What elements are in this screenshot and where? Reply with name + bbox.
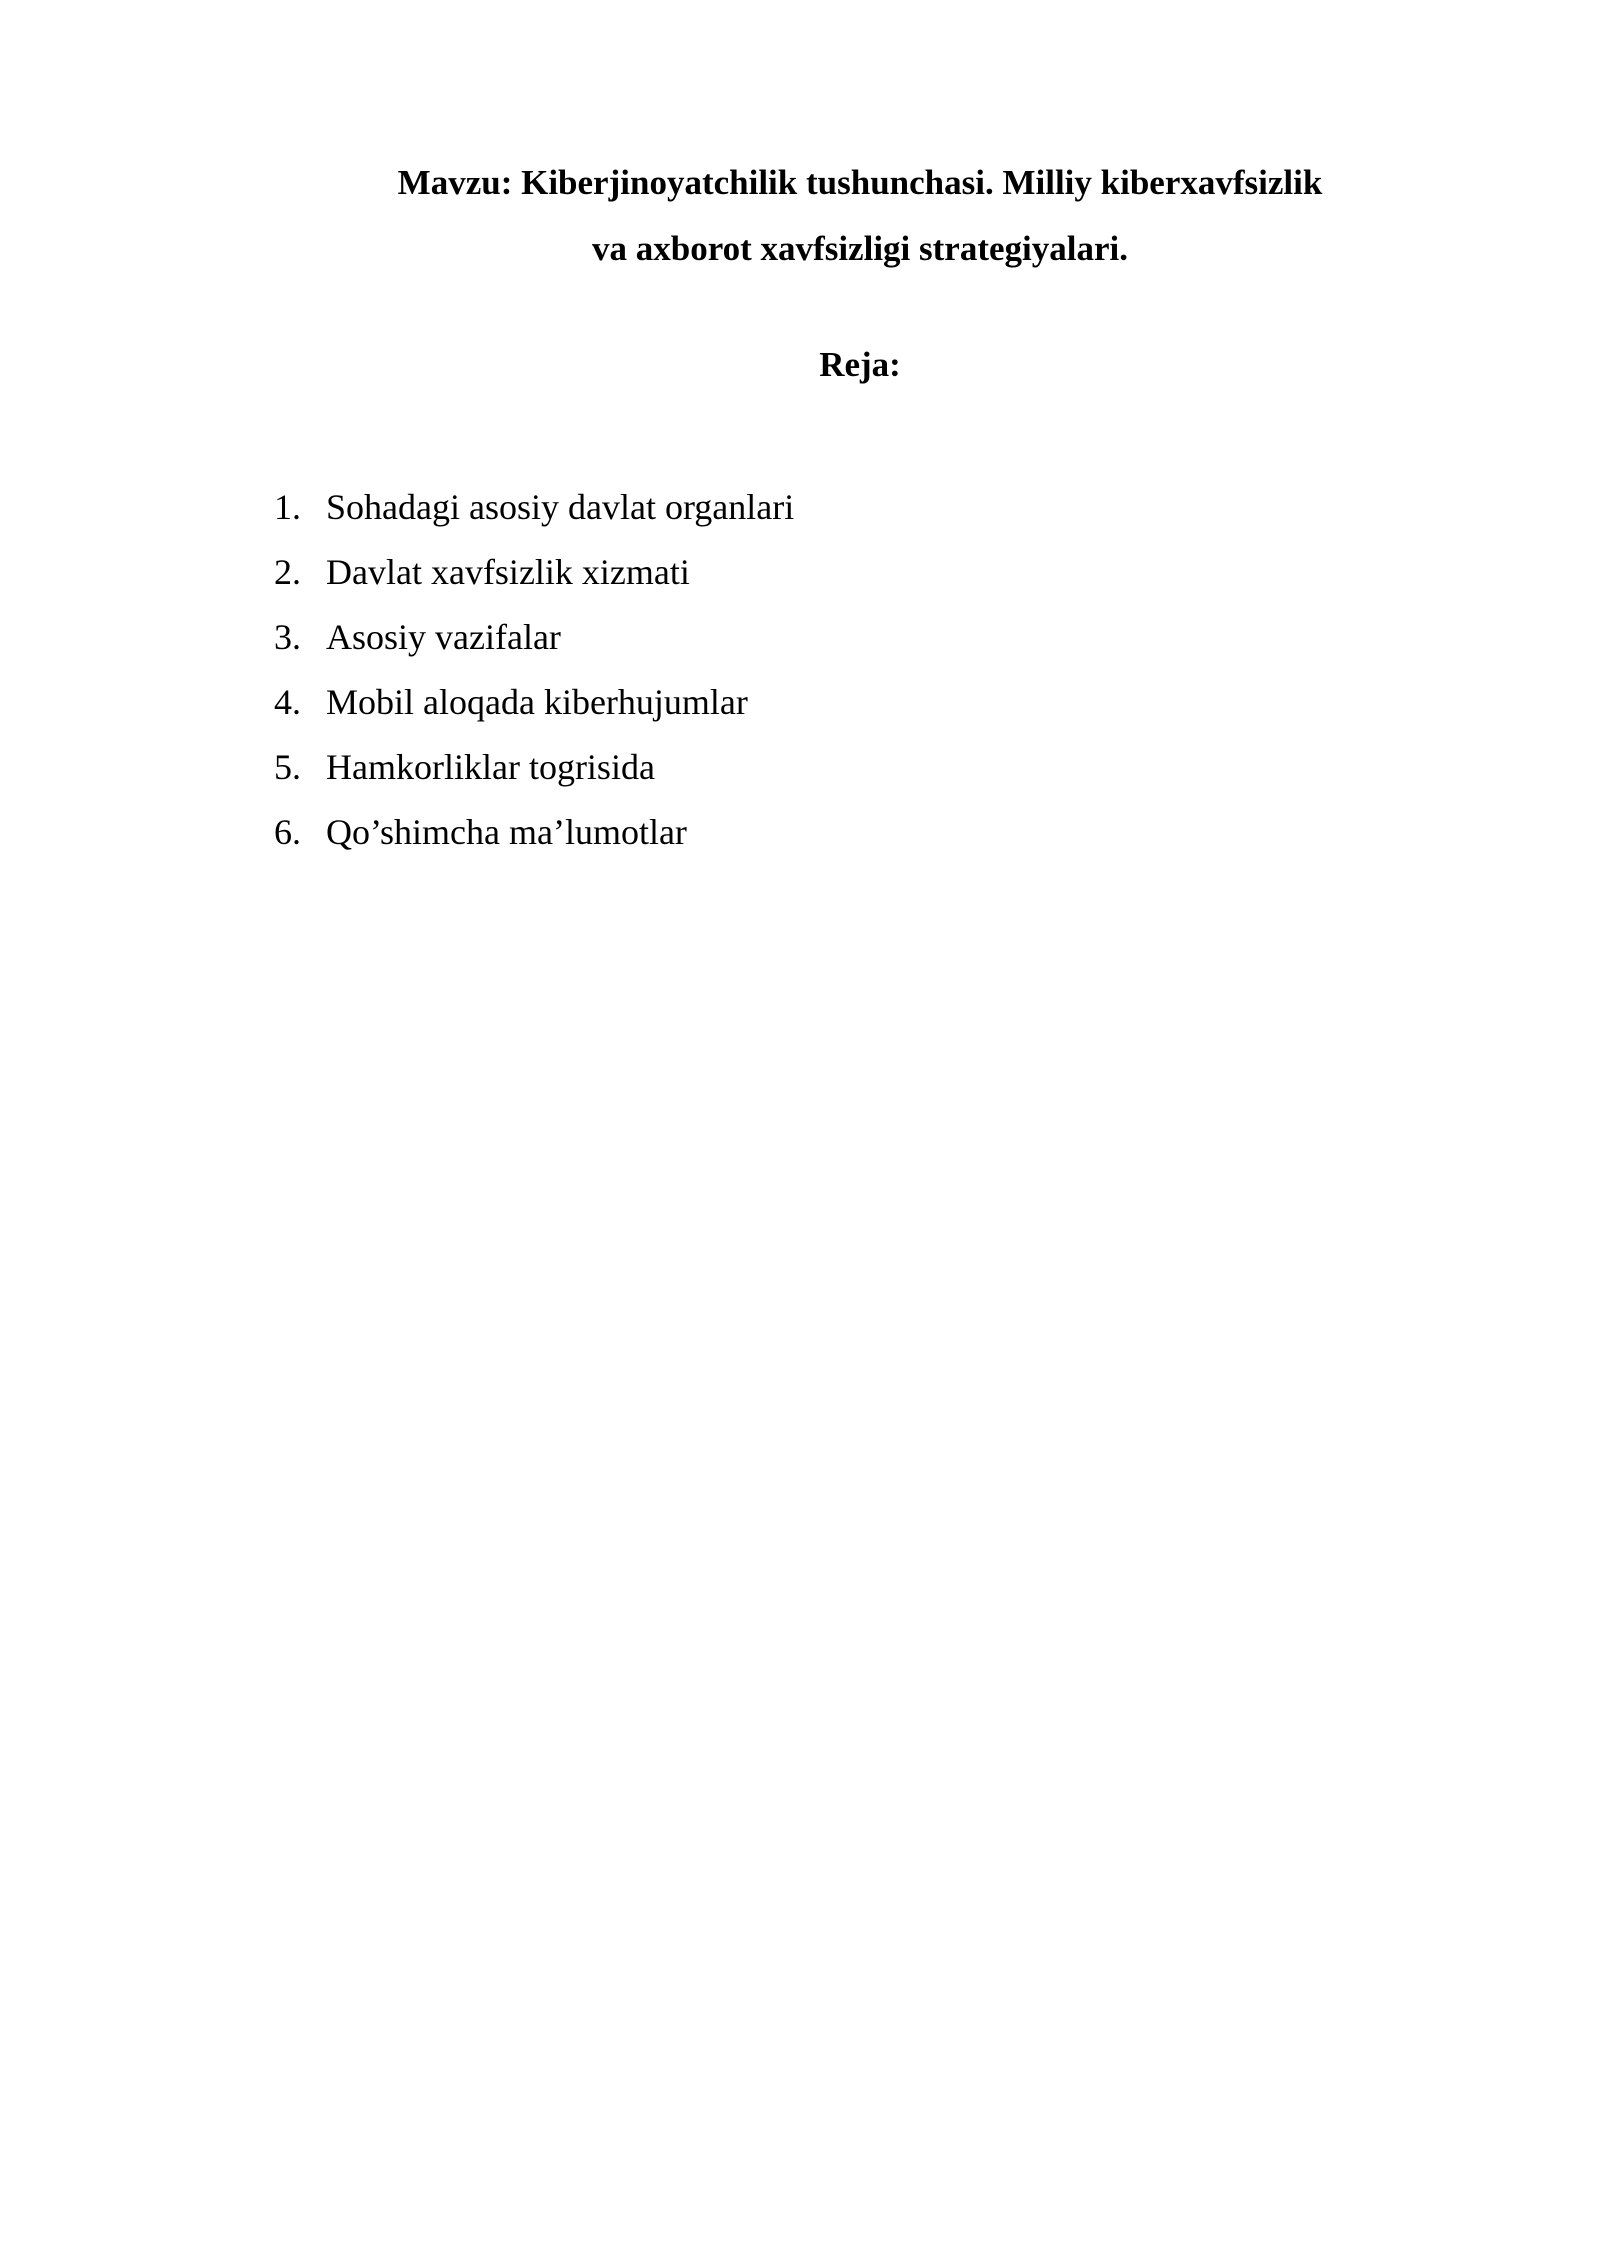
plan-item-2 bbox=[274, 540, 794, 605]
plan-item-text: Hamkorliklar togrisida bbox=[326, 747, 655, 787]
plan-list bbox=[274, 475, 794, 865]
plan-item-number: 3. bbox=[274, 617, 301, 657]
plan-item-text: Asosiy vazifalar bbox=[326, 617, 561, 657]
plan-item-4 bbox=[274, 670, 794, 735]
plan-heading: Reja: bbox=[819, 345, 901, 384]
plan-item-number: 4. bbox=[274, 682, 301, 722]
plan-item-text: Sohadagi asosiy davlat organlari bbox=[326, 487, 795, 527]
plan-item-6 bbox=[274, 800, 794, 865]
document-title bbox=[200, 150, 1520, 282]
plan-item-text: Mobil aloqada kiberhujumlar bbox=[326, 682, 748, 722]
title-line-1: Mavzu: Kiberjinoyatchilik tushunchasi. Milliy kiberxavfsizlik bbox=[397, 163, 1323, 202]
plan-item-number: 6. bbox=[274, 812, 301, 852]
plan-item-text: Qo’shimcha ma’lumotlar bbox=[326, 812, 687, 852]
plan-item-5 bbox=[274, 735, 794, 800]
plan-item-number: 5. bbox=[274, 747, 301, 787]
plan-item-text: Davlat xavfsizlik xizmati bbox=[326, 552, 690, 592]
plan-item-3 bbox=[274, 605, 794, 670]
plan-item-number: 2. bbox=[274, 552, 301, 592]
plan-item-number: 1. bbox=[274, 487, 301, 527]
plan-item-1 bbox=[274, 475, 794, 540]
title-line-2: va axborot xavfsizligi strategiyalari. bbox=[592, 229, 1128, 268]
